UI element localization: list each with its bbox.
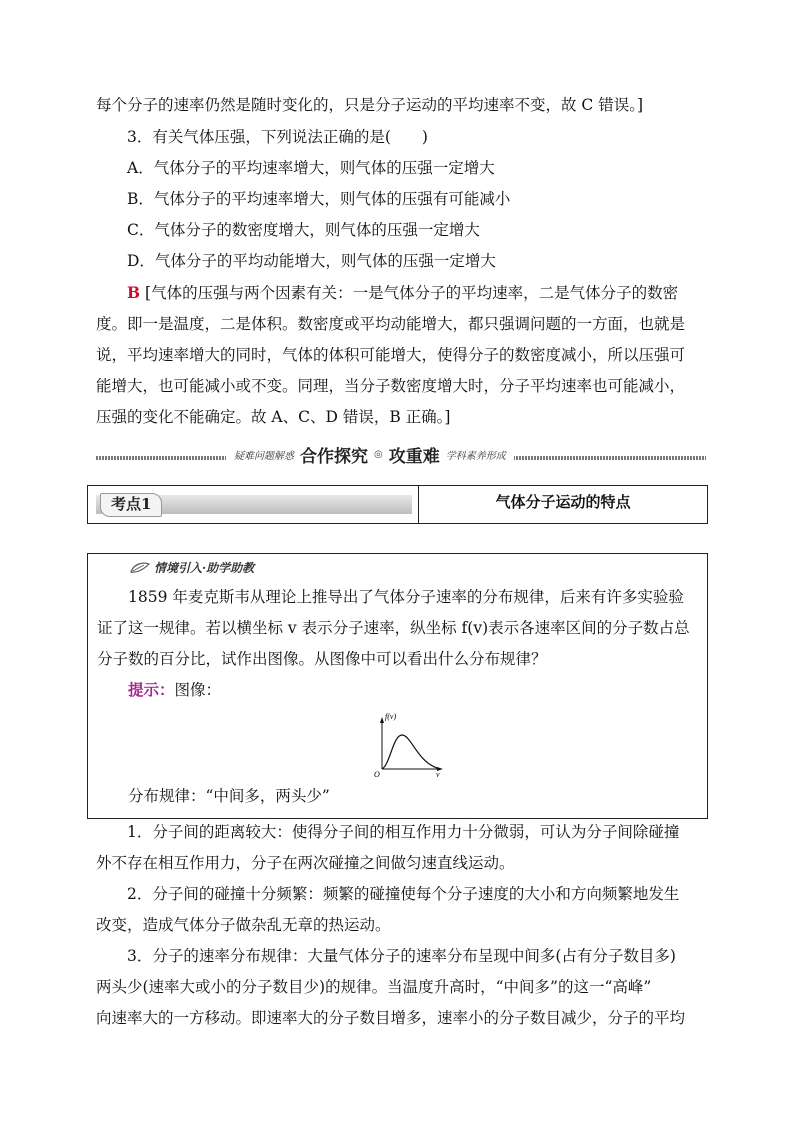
explanation-line: 压强的变化不能确定。故 A、C、D 错误，B 正确。] <box>96 408 451 426</box>
scenario-header-text: 情境引入·助学助教 <box>154 561 255 575</box>
y-axis-arrow <box>380 717 384 723</box>
distribution-rule: 分布规律：“中间多，两头少” <box>128 787 330 805</box>
maxwell-distribution-graph <box>373 711 448 777</box>
answer-letter: B <box>127 283 141 302</box>
point-2-cont: 改变，造成气体分子做杂乱无章的热运动。 <box>96 916 391 934</box>
point-1-cont: 外不存在相互作用力，分子在两次碰撞之间做匀速直线运动。 <box>96 854 515 872</box>
banner-left-label: 疑难问题解惑 <box>234 451 294 462</box>
option-b: B．气体分子的平均速率增大，则气体的压强有可能减小 <box>127 190 511 208</box>
topic-title: 气体分子运动的特点 <box>495 493 631 511</box>
distribution-curve <box>382 735 437 769</box>
explanation-line: 能增大，也可能减小或不变。同理，当分子数密度增大时，分子平均速率也可能减小， <box>96 377 686 395</box>
hint-label: 提示： <box>128 680 175 699</box>
scenario-header <box>130 559 254 576</box>
option-c: C．气体分子的数密度增大，则气体的压强一定增大 <box>127 221 480 239</box>
explanation-line: 说，平均速率增大的同时，气体的体积可能增大，使得分子的数密度减小，所以压强可 <box>96 346 686 364</box>
option-d: D．气体分子的平均动能增大，则气体的压强一定增大 <box>127 252 496 270</box>
topic-table <box>87 485 708 524</box>
graph-origin: O <box>374 770 380 777</box>
section-banner <box>96 442 706 468</box>
hint-text: 图像： <box>174 681 222 699</box>
point-2: 2．分子间的碰撞十分频繁：频繁的碰撞使每个分子速度的大小和方向频繁地发生 <box>127 885 680 903</box>
point-1: 1．分子间的距离较大：使得分子间的相互作用力十分微弱，可认为分子间除碰撞 <box>127 823 680 841</box>
graph-xlabel: v <box>436 770 440 777</box>
hint-line <box>128 680 221 700</box>
topic-tab-bar <box>96 495 412 514</box>
leaf-icon <box>130 562 150 574</box>
banner-right-label: 学科素养形成 <box>445 451 506 462</box>
question-stem: 3．有关气体压强，下列说法正确的是( ) <box>127 128 428 146</box>
graph-ylabel: f(v) <box>385 712 397 721</box>
explanation-line: [气体的压强与两个因素有关：一是气体分子的平均速率，二是气体分子的数密 <box>145 284 679 302</box>
scenario-paragraph: 1859 年麦克斯韦从理论上推导出了气体分子速率的分布规律，后来有许多实验验 <box>128 588 684 606</box>
topic-tab-label: 考点1 <box>100 493 162 517</box>
point-3: 3．分子的速率分布规律：大量气体分子的速率分布呈现中间多(占有分子数目多) <box>127 947 676 965</box>
banner-separator-icon: ◎ <box>374 449 383 460</box>
point-3-cont: 两头少(速率大或小的分子数目少)的规律。当温度升高时，“中间多”的这一“高峰” <box>96 978 652 996</box>
continued-text: 每个分子的速率仍然是随时变化的，只是分子运动的平均速率不变，故 C 错误。] <box>96 96 644 114</box>
explanation-line: 度。即一是温度，二是体积。数密度或平均动能增大，都只强调问题的一方面，也就是 <box>96 315 686 333</box>
option-a: A．气体分子的平均速率增大，则气体的压强一定增大 <box>127 159 495 177</box>
banner-title-a: 合作探究 <box>300 447 368 467</box>
scenario-paragraph: 证了这一规律。若以横坐标 v 表示分子速率，纵坐标 f(v)表示各速率区间的分子数占总 <box>97 619 690 637</box>
answer-line <box>127 283 678 303</box>
scenario-paragraph: 分子数的百分比，试作出图像。从图像中可以看出什么分布规律？ <box>97 650 547 668</box>
point-3-cont: 向速率大的一方移动。即速率大的分子数目增多，速率小的分子数目减少，分子的平均 <box>96 1009 686 1027</box>
banner-title-b: 攻重难 <box>388 447 440 467</box>
scenario-box <box>87 553 708 819</box>
